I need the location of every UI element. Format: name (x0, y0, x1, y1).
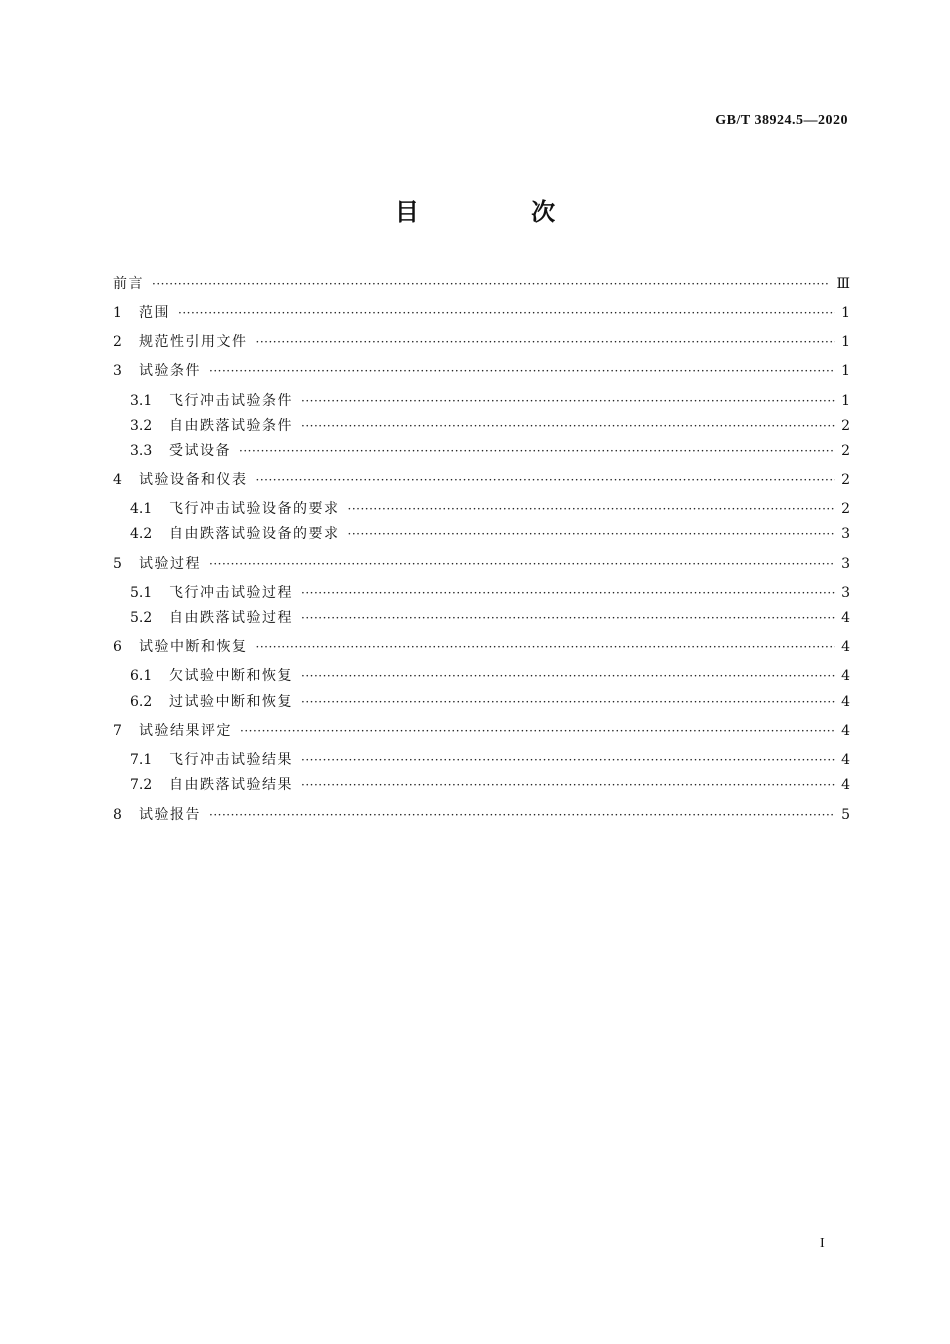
toc-entry-page: 4 (841, 639, 850, 655)
toc-entry[interactable] (113, 606, 850, 630)
toc-entry[interactable] (113, 272, 850, 296)
toc-entry-number: 5 (113, 556, 122, 572)
toc-entry-label: 自由跌落试验结果 (169, 777, 293, 793)
dot-leader (348, 497, 836, 521)
toc-entry-page: 2 (841, 443, 850, 459)
toc-entry-number: 1 (113, 305, 122, 321)
toc-entry-page: 4 (841, 723, 850, 739)
toc-entry-label: 飞行冲击试验条件 (169, 393, 293, 409)
dot-leader (256, 330, 836, 354)
toc-entry-number: 3 (113, 363, 122, 379)
toc-entry-label: 前言 (113, 276, 144, 292)
toc-entry-page: 2 (841, 501, 850, 517)
dot-leader (301, 664, 835, 688)
toc-entry-number: 6.1 (130, 668, 153, 684)
toc-entry-number: 3.3 (130, 443, 153, 459)
toc-entry[interactable] (113, 439, 850, 463)
toc-entry-page: 4 (841, 777, 850, 793)
toc-entry-page: 1 (841, 334, 850, 350)
toc-entry-number: 5.1 (130, 585, 153, 601)
toc-entry-page: Ⅲ (836, 276, 850, 292)
toc-entry-label: 欠试验中断和恢复 (169, 668, 293, 684)
toc-entry-page: 5 (841, 807, 850, 823)
toc-entry[interactable] (113, 748, 850, 772)
dot-leader (301, 606, 835, 630)
toc-entry-number: 4.1 (130, 501, 153, 517)
toc-entry[interactable] (113, 552, 850, 576)
toc-entry-page: 3 (841, 556, 850, 572)
toc-entry-page: 1 (841, 393, 850, 409)
toc-entry-label: 自由跌落试验设备的要求 (169, 526, 340, 542)
dot-leader (152, 272, 830, 296)
toc-entry[interactable] (113, 664, 850, 688)
standard-code: GB/T 38924.5—2020 (715, 113, 848, 128)
dot-leader (209, 552, 835, 576)
toc-entry-page: 4 (841, 752, 850, 768)
dot-leader (301, 690, 835, 714)
toc-entry-label: 范围 (139, 305, 170, 321)
dot-leader (301, 414, 835, 438)
dot-leader (301, 389, 835, 413)
dot-leader (178, 301, 835, 325)
toc-entry[interactable] (113, 581, 850, 605)
toc-entry-page: 4 (841, 610, 850, 626)
toc-entry-label: 试验结果评定 (139, 723, 232, 739)
toc-entry-page: 4 (841, 694, 850, 710)
toc-entry-number: 2 (113, 334, 122, 350)
toc-entry-number: 4.2 (130, 526, 153, 542)
toc-entry-label: 试验中断和恢复 (139, 639, 248, 655)
toc-entry[interactable] (113, 690, 850, 714)
toc-entry-page: 2 (841, 472, 850, 488)
toc-entry-number: 3.1 (130, 393, 153, 409)
toc-entry-label: 过试验中断和恢复 (169, 694, 293, 710)
dot-leader (209, 359, 835, 383)
page-folio: I (820, 1236, 825, 1251)
dot-leader (301, 581, 835, 605)
toc-entry-number: 5.2 (130, 610, 153, 626)
toc-entry-label: 试验过程 (139, 556, 201, 572)
toc-entry[interactable] (113, 301, 850, 325)
dot-leader (256, 468, 836, 492)
toc-entry-number: 3.2 (130, 418, 153, 434)
toc-entry[interactable] (113, 773, 850, 797)
toc-entry[interactable] (113, 719, 850, 743)
dot-leader (256, 635, 836, 659)
toc-entry-label: 试验条件 (139, 363, 201, 379)
toc-entry-page: 3 (841, 526, 850, 542)
page-title: 目 次 (394, 198, 608, 226)
toc-entry-label: 飞行冲击试验结果 (169, 752, 293, 768)
toc-entry-label: 飞行冲击试验过程 (169, 585, 293, 601)
dot-leader (348, 522, 836, 546)
toc-entry[interactable] (113, 414, 850, 438)
toc-entry-page: 4 (841, 668, 850, 684)
toc-entry[interactable] (113, 497, 850, 521)
toc-entry-number: 7.2 (130, 777, 153, 793)
toc-entry-label: 自由跌落试验过程 (169, 610, 293, 626)
toc-entry[interactable] (113, 468, 850, 492)
toc-entry[interactable] (113, 522, 850, 546)
toc-entry-page: 1 (841, 363, 850, 379)
dot-leader (240, 719, 835, 743)
toc-entry-number: 7 (113, 723, 122, 739)
dot-leader (209, 803, 835, 827)
toc-entry-page: 2 (841, 418, 850, 434)
toc-entry-number: 6.2 (130, 694, 153, 710)
toc-entry[interactable] (113, 389, 850, 413)
dot-leader (239, 439, 835, 463)
toc-entry[interactable] (113, 359, 850, 383)
dot-leader (301, 773, 835, 797)
toc-entry[interactable] (113, 635, 850, 659)
toc-entry-page: 3 (841, 585, 850, 601)
toc-entry-label: 受试设备 (169, 443, 231, 459)
toc-entry-number: 6 (113, 639, 122, 655)
toc-entry-label: 试验设备和仪表 (139, 472, 248, 488)
toc-entry-number: 4 (113, 472, 122, 488)
toc-entry-label: 规范性引用文件 (139, 334, 248, 350)
toc-entry[interactable] (113, 330, 850, 354)
toc-entry-number: 8 (113, 807, 122, 823)
toc-entry-page: 1 (841, 305, 850, 321)
toc-entry-label: 飞行冲击试验设备的要求 (169, 501, 340, 517)
toc-entry-number: 7.1 (130, 752, 153, 768)
toc-entry-label: 自由跌落试验条件 (169, 418, 293, 434)
toc-entry[interactable] (113, 803, 850, 827)
dot-leader (301, 748, 835, 772)
toc-entry-label: 试验报告 (139, 807, 201, 823)
